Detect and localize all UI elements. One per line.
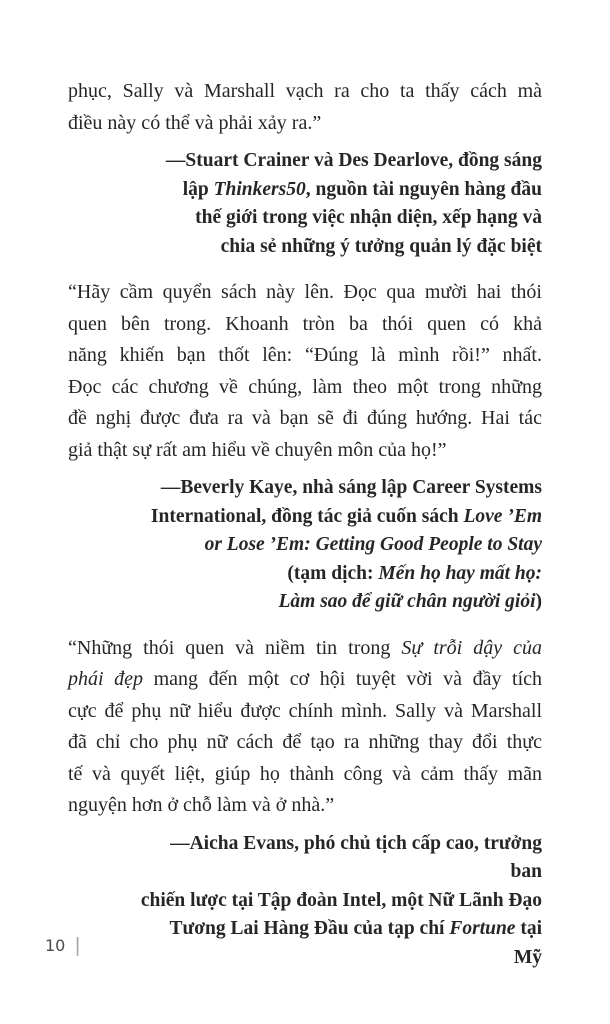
text-line: [68, 108, 542, 140]
text-line: [138, 830, 542, 887]
text-line: [138, 887, 542, 916]
text-line: [68, 372, 542, 404]
attribution-aicha-evans: [68, 830, 542, 973]
attribution-stuart-crainer: [68, 147, 542, 261]
text-segment: quen bên trong. Khoanh tròn ba thói quen có khả: [68, 312, 542, 335]
text-segment: đề nghị được đưa ra và bạn sẽ đi đúng hướng. Hai tác: [68, 407, 542, 429]
text-line: [68, 435, 542, 467]
book-title-su-troi-day: Sự trỗi dậy của: [401, 636, 542, 659]
footer-divider: |: [74, 934, 81, 956]
text-line: [68, 309, 542, 341]
text-segment: tế và quyết liệt, giúp họ thành công và cảm thấy mãn: [68, 762, 542, 785]
text-segment: thế giới trong việc nhận diện, xếp hạng và: [195, 207, 542, 228]
text-segment: giả thật sự rất am hiểu về chuyên môn của họ!”: [68, 438, 447, 461]
text-segment: đã chỉ cho phụ nữ cách để tạo ra những thay đổi thực: [68, 731, 542, 753]
text-line: [68, 664, 542, 696]
book-title-su-troi-day: phái đẹp: [68, 668, 144, 690]
book-title-love-em: or Lose ’Em: Getting Good People to Stay: [204, 534, 542, 555]
text-segment: năng khiến bạn thốt lên: “Đúng là mình rồi!” nhất.: [68, 344, 542, 366]
text-segment: Đọc các chương về chúng, làm theo một trong những: [68, 375, 542, 398]
text-segment: —Beverly Kaye, nhà sáng lập Career Systems: [160, 477, 542, 498]
text-segment: cực để phụ nữ hiểu được chính mình. Sally và Marshall: [68, 699, 542, 722]
attribution-beverly-kaye: [68, 474, 542, 617]
text-segment: lập: [182, 178, 214, 200]
text-line: [68, 76, 542, 108]
text-line: [138, 588, 542, 617]
quote-paragraph-aicha: [68, 633, 542, 822]
text-line: [68, 790, 542, 822]
text-segment: mang đến một cơ hội tuyệt vời và đầy tích: [143, 668, 542, 690]
text-segment: tại Mỹ: [513, 918, 542, 968]
page-text-block: [68, 76, 542, 988]
quote-paragraph-continuation: [68, 76, 542, 139]
text-line: [68, 759, 542, 791]
text-segment: nguyện hơn ở chỗ làm và ở nhà.”: [68, 794, 335, 816]
text-line: [138, 503, 542, 532]
text-segment: phục, Sally và Marshall vạch ra cho ta thấy cách mà: [68, 80, 542, 102]
text-line: [138, 176, 542, 205]
text-segment: —Stuart Crainer và Des Dearlove, đồng sáng: [165, 150, 542, 171]
book-title-love-em: Love ’Em: [463, 505, 542, 527]
text-line: [138, 204, 542, 233]
text-line: [68, 403, 542, 435]
text-line: [68, 696, 542, 728]
quote-paragraph-beverly: [68, 277, 542, 466]
book-title-thinkers50: Thinkers50: [213, 178, 306, 200]
text-line: [138, 560, 542, 589]
text-line: [138, 474, 542, 503]
book-title-vietnamese: Mến họ hay mất họ:: [378, 562, 542, 584]
text-line: [68, 727, 542, 759]
text-segment: chia sẻ những ý tưởng quản lý đặc biệt: [220, 235, 542, 257]
page-footer: [45, 934, 81, 956]
text-segment: ): [535, 591, 542, 612]
text-segment: —Aicha Evans, phó chủ tịch cấp cao, trưởng ban: [170, 832, 542, 882]
book-title-vietnamese: Làm sao để giữ chân người giỏi: [278, 591, 536, 612]
text-line: [138, 147, 542, 176]
text-line: [138, 915, 542, 972]
text-segment: International, đồng tác giả cuốn sách: [150, 505, 464, 527]
text-segment: , nguồn tài nguyên hàng đầu: [305, 178, 542, 200]
text-line: [68, 340, 542, 372]
text-line: [138, 233, 542, 262]
text-line: [68, 633, 542, 665]
page-number: 10: [45, 935, 66, 955]
text-segment: điều này có thể và phải xảy ra.”: [68, 111, 322, 134]
text-segment: (tạm dịch:: [287, 562, 379, 584]
text-line: [138, 531, 542, 560]
magazine-title-fortune: Fortune: [449, 918, 516, 939]
text-segment: chiến lược tại Tập đoàn Intel, một Nữ Lãnh Đạo: [140, 889, 542, 911]
text-line: [68, 277, 542, 309]
text-segment: Tương Lai Hàng Đầu của tạp chí: [169, 918, 450, 939]
text-segment: “Những thói quen và niềm tin trong: [68, 636, 402, 659]
text-segment: “Hãy cầm quyển sách này lên. Đọc qua mười hai thói: [68, 281, 542, 303]
